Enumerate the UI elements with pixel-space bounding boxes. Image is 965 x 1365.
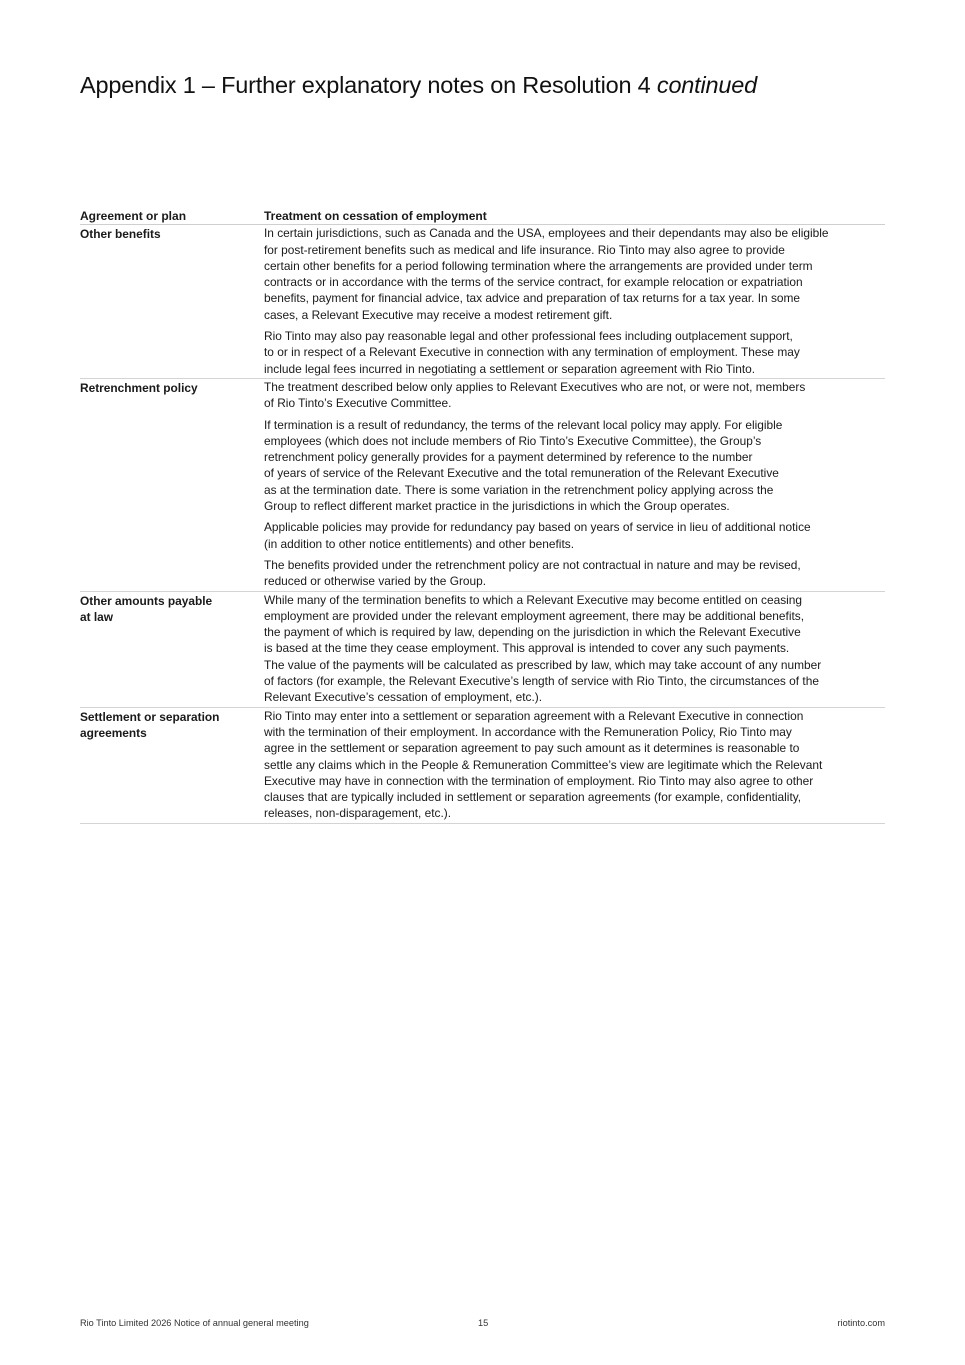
page-title <box>80 72 757 99</box>
treatment-paragraph <box>264 519 885 552</box>
table-row <box>80 378 885 591</box>
paragraph-line: for post-retirement benefits such as medical and life insurance. Rio Tinto may also agree to provide <box>264 242 785 257</box>
paragraph-line: The treatment described below only applies to Relevant Executives who are not, or were not, members <box>264 379 806 394</box>
treatment-paragraph <box>264 417 885 515</box>
paragraph-line: The value of the payments will be calculated as prescribed by law, which may take account of any number <box>264 657 822 672</box>
table-body <box>80 225 885 823</box>
table-header-row <box>80 207 885 225</box>
treatment-paragraph <box>264 225 885 323</box>
row-label-line: at law <box>80 609 114 624</box>
row-label <box>80 225 264 379</box>
termination-treatment-table <box>80 207 885 824</box>
paragraph-line: with the termination of their employment. In accordance with the Remuneration Policy, Rio Tinto may <box>264 724 792 739</box>
paragraph-line: releases, non-disparagement, etc.). <box>264 806 452 821</box>
page-title-main: Appendix 1 – Further explanatory notes on Resolution 4 <box>80 72 651 98</box>
paragraph-line: Relevant Executive’s cessation of employment, etc.). <box>264 690 543 705</box>
paragraph-line: agree in the settlement or separation agreement to pay such amount as it determines is reasonable to <box>264 741 800 756</box>
paragraph-line: employees (which does not include members of Rio Tinto’s Executive Committee), the Group’s <box>264 433 762 448</box>
table-row <box>80 707 885 823</box>
paragraph-line: the payment of which is required by law, depending on the jurisdiction in which the Relevant Executive <box>264 625 801 640</box>
column-header-agreement: Agreement or plan <box>80 207 264 225</box>
paragraph-line: is based at the time they cease employment. This approval is intended to cover any such payments. <box>264 641 790 656</box>
row-label <box>80 707 264 823</box>
table-row <box>80 591 885 707</box>
column-header-treatment: Treatment on cessation of employment <box>264 207 885 225</box>
treatment-text <box>264 591 885 707</box>
treatment-paragraph <box>264 592 885 706</box>
paragraph-line: Applicable policies may provide for redundancy pay based on years of service in lieu of additional notice <box>264 520 811 535</box>
paragraph-line: If termination is a result of redundancy, the terms of the relevant local policy may apply. For eligible <box>264 417 783 432</box>
footer-publication: Rio Tinto Limited 2026 Notice of annual general meeting <box>80 1318 309 1328</box>
paragraph-line: While many of the termination benefits to which a Relevant Executive may become entitled on ceasing <box>264 592 803 607</box>
paragraph-line: The benefits provided under the retrenchment policy are not contractual in nature and may be revised, <box>264 557 801 572</box>
row-label-line: agreements <box>80 725 147 740</box>
row-label <box>80 378 264 591</box>
paragraph-line: Rio Tinto may also pay reasonable legal and other professional fees including outplacement support, <box>264 329 793 344</box>
paragraph-line: contracts or in accordance with the terms of the service contract, for example relocation or expatriation <box>264 275 803 290</box>
row-label-line: Other benefits <box>80 227 161 242</box>
page-title-suffix: continued <box>656 72 758 98</box>
paragraph-line: of Rio Tinto’s Executive Committee. <box>264 396 452 411</box>
table-row <box>80 225 885 379</box>
paragraph-line: of factors (for example, the Relevant Executive’s length of service with Rio Tinto, the circumstances of the <box>264 674 819 689</box>
paragraph-line: certain other benefits for a period following termination where the arrangements are provided under term <box>264 258 813 273</box>
paragraph-line: employment are provided under the relevant employment agreement, there may be additional benefits, <box>264 608 805 623</box>
footer-page-number: 15 <box>478 1318 489 1328</box>
paragraph-line: of years of service of the Relevant Executive and the total remuneration of the Relevant Executive <box>264 466 779 481</box>
paragraph-line: clauses that are typically included in settlement or separation agreements (for example, confidentiality, <box>264 790 802 805</box>
treatment-text <box>264 378 885 591</box>
paragraph-line: Group to reflect different market practice in the jurisdictions in which the Group operates. <box>264 499 730 514</box>
row-label-line: Settlement or separation <box>80 709 220 724</box>
paragraph-line: to or in respect of a Relevant Executive in connection with any termination of employment. These may <box>264 345 800 360</box>
treatment-text <box>264 707 885 823</box>
treatment-text <box>264 225 885 379</box>
paragraph-line: In certain jurisdictions, such as Canada and the USA, employees and their dependants may also be eligible <box>264 226 829 241</box>
treatment-paragraph <box>264 328 885 377</box>
paragraph-line: Rio Tinto may enter into a settlement or separation agreement with a Relevant Executive in connection <box>264 708 804 723</box>
paragraph-line: Executive may have in connection with the termination of employment. Rio Tinto may also agree to other <box>264 773 814 788</box>
treatment-paragraph <box>264 708 885 822</box>
paragraph-line: (in addition to other notice entitlements) and other benefits. <box>264 536 575 551</box>
paragraph-line: settle any claims which in the People & Remuneration Committee’s view are legitimate which the Relevant <box>264 757 823 772</box>
row-label <box>80 591 264 707</box>
paragraph-line: reduced or otherwise varied by the Group. <box>264 574 487 589</box>
treatment-paragraph <box>264 557 885 590</box>
paragraph-line: cases, a Relevant Executive may receive a modest retirement gift. <box>264 307 613 322</box>
paragraph-line: retrenchment policy generally provides for a payment determined by reference to the number <box>264 450 753 465</box>
row-label-line: Other amounts payable <box>80 593 213 608</box>
paragraph-line: include legal fees incurred in negotiating a settlement or separation agreement with Rio Tinto. <box>264 361 756 376</box>
row-label-line: Retrenchment policy <box>80 380 198 395</box>
paragraph-line: as at the termination date. There is some variation in the retrenchment policy applying across the <box>264 482 774 497</box>
paragraph-line: benefits, payment for financial advice, tax advice and preparation of tax returns for a tax year. In some <box>264 291 801 306</box>
footer-website: riotinto.com <box>837 1318 885 1328</box>
treatment-paragraph <box>264 379 885 412</box>
